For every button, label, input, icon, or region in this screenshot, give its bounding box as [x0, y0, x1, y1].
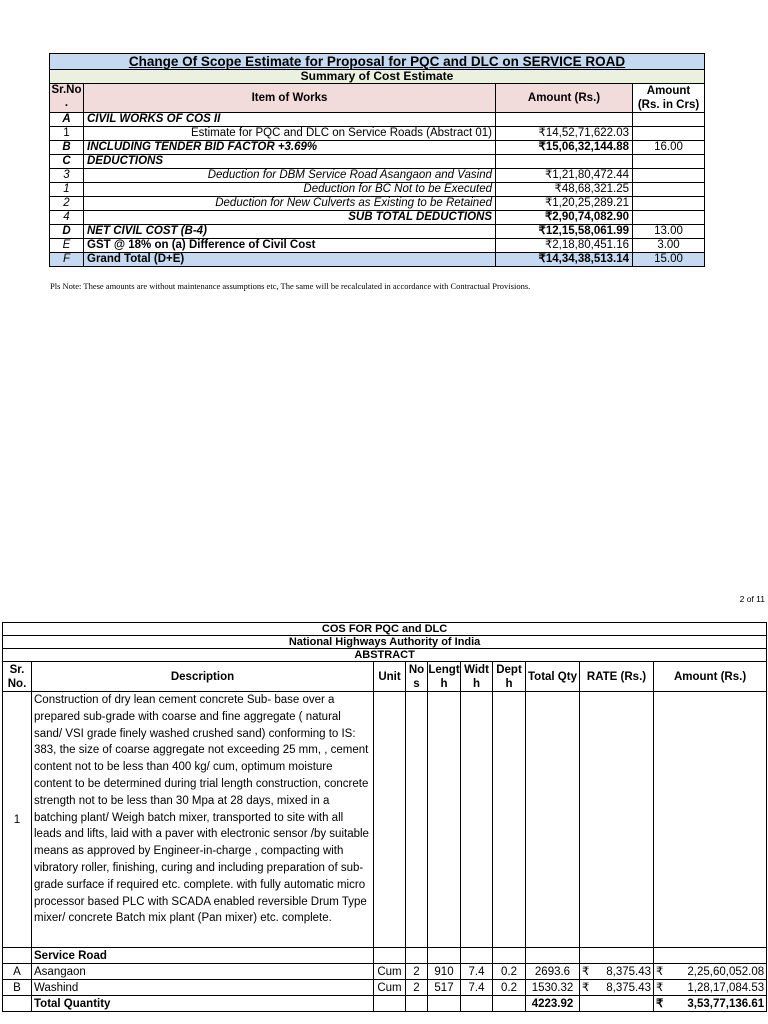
- empty-cell: [406, 692, 428, 948]
- summary-note: Pls Note: These amounts are without maintenance assumptions etc, The same will be recalculated in accordance with Contractual Provisions.: [50, 281, 531, 291]
- empty-cell: [580, 996, 654, 1012]
- rupee-symbol: ₹: [582, 981, 590, 994]
- sr-cell: 1: [50, 183, 84, 197]
- empty-cell: [526, 948, 580, 964]
- amount-cell: [496, 113, 633, 127]
- empty-cell: [654, 692, 767, 948]
- empty-cell: [374, 948, 406, 964]
- header-srno: Sr. No.: [3, 662, 32, 692]
- abstract-heading: ABSTRACT: [3, 649, 767, 662]
- amount-cell: ₹14,34,38,513.14: [496, 253, 633, 267]
- item-cell: CIVIL WORKS OF COS II: [84, 113, 496, 127]
- item-srno: 1: [3, 692, 32, 948]
- empty-cell: [3, 948, 32, 964]
- item-cell: GST @ 18% on (a) Difference of Civil Cost: [84, 239, 496, 253]
- item-description: Construction of dry lean cement concrete Sub- base over a prepared sub-grade with coarse and fine aggregate ( natural sand/ VSI grade finely washed crushed sand) conforming to IS: 383, the size of coarse aggregate not exceeding 25 mm, , cement content not to be less than 400 kg/ cum, optimum moisture content to be determined during trial length construction, concrete strength not to be less than 30 Mpa at 28 days, mixed in a batching plant/ Weigh batch mixer, transported to site with all leads and lifts, laid with a paver with electronic sensor /by suitable means as approved by Engineer-in-charge , compacting with vibratory roller, finishing, curing and including preparation of sub-grade surface if required etc. complete. with fully automatic micro processor based PLC with SCADA enabled reversible Drum Type mixer/ concrete Batch mix plant (Pan mixer) etc. complete.: [32, 692, 374, 948]
- header-length: Length: [428, 663, 460, 690]
- empty-cell: [428, 948, 461, 964]
- amount-cell: ₹1,21,80,472.44: [496, 169, 633, 183]
- amount-cell: ₹15,06,32,144.88: [496, 141, 633, 155]
- header-amount: Amount (Rs.): [654, 662, 767, 692]
- section-label: Service Road: [32, 948, 374, 964]
- row-nos: 2: [406, 980, 428, 996]
- header-rate: RATE (Rs.): [580, 662, 654, 692]
- row-description: Asangaon: [32, 964, 374, 980]
- crs-cell: [633, 169, 705, 183]
- sr-cell: C: [50, 155, 84, 169]
- empty-cell: [654, 948, 767, 964]
- rupee-symbol: ₹: [656, 981, 664, 994]
- header-depth: Depth: [493, 662, 526, 692]
- empty-cell: [428, 996, 461, 1012]
- amount-cell: ₹48,68,321.25: [496, 183, 633, 197]
- table-row: [3, 964, 767, 980]
- empty-cell: [526, 692, 580, 948]
- empty-cell: [580, 948, 654, 964]
- empty-cell: [406, 996, 428, 1012]
- row-qty: 2693.6: [526, 964, 580, 980]
- sr-cell: F: [50, 253, 84, 267]
- sr-cell: 2: [50, 197, 84, 211]
- header-unit: Unit: [374, 662, 406, 692]
- summary-row: [50, 239, 705, 253]
- summary-row: [50, 141, 705, 155]
- empty-cell: [493, 692, 526, 948]
- item-cell: Grand Total (D+E): [84, 253, 496, 267]
- total-row: [3, 996, 767, 1012]
- header-amount-crs: Amount (Rs. in Crs): [633, 84, 705, 113]
- sr-cell: D: [50, 225, 84, 239]
- empty-cell: [374, 692, 406, 948]
- amount-value: 3,53,77,136.61: [687, 997, 765, 1010]
- rupee-symbol: ₹: [656, 997, 664, 1010]
- row-nos: 2: [406, 964, 428, 980]
- amount-cell: [496, 155, 633, 169]
- summary-subtitle: Summary of Cost Estimate: [50, 70, 705, 84]
- header-item: Item of Works: [84, 84, 496, 113]
- sr-cell: E: [50, 239, 84, 253]
- summary-title: Change Of Scope Estimate for Proposal for PQC and DLC on SERVICE ROAD: [50, 54, 705, 70]
- crs-cell: 13.00: [633, 225, 705, 239]
- header-width: Width: [461, 662, 493, 692]
- crs-cell: [633, 113, 705, 127]
- total-amount: [654, 996, 767, 1012]
- summary-row: [50, 155, 705, 169]
- row-depth: 0.2: [493, 980, 526, 996]
- abstract-org: National Highways Authority of India: [3, 636, 767, 649]
- summary-row: [50, 211, 705, 225]
- crs-cell: [633, 127, 705, 141]
- sr-cell: A: [50, 113, 84, 127]
- amount-cell: ₹2,90,74,082.90: [496, 211, 633, 225]
- sr-cell: 3: [50, 169, 84, 183]
- summary-row: [50, 197, 705, 211]
- empty-cell: [406, 948, 428, 964]
- empty-cell: [493, 996, 526, 1012]
- crs-cell: 3.00: [633, 239, 705, 253]
- amount-cell: ₹14,52,71,622.03: [496, 127, 633, 141]
- page-number: 2 of 11: [739, 594, 765, 604]
- abstract-title: COS FOR PQC and DLC: [3, 623, 767, 636]
- crs-cell: 15.00: [633, 253, 705, 267]
- summary-row: [50, 127, 705, 141]
- amount-cell: ₹12,15,58,061.99: [496, 225, 633, 239]
- rate-value: 8,375.43: [606, 981, 651, 994]
- row-width: 7.4: [461, 964, 493, 980]
- rate-value: 8,375.43: [606, 965, 651, 978]
- summary-row: [50, 113, 705, 127]
- item-cell: NET CIVIL COST (B-4): [84, 225, 496, 239]
- row-width: 7.4: [461, 980, 493, 996]
- summary-row: [50, 169, 705, 183]
- crs-cell: [633, 197, 705, 211]
- header-srno: Sr.No .: [50, 84, 84, 113]
- row-rate: [580, 964, 654, 980]
- row-length: 517: [428, 980, 461, 996]
- summary-row: [50, 225, 705, 239]
- empty-cell: [580, 692, 654, 948]
- item-cell: Deduction for New Culverts as Existing to be Retained: [84, 197, 496, 211]
- item-cell: DEDUCTIONS: [84, 155, 496, 169]
- row-sr: B: [3, 980, 32, 996]
- sr-cell: 1: [50, 127, 84, 141]
- empty-cell: [493, 948, 526, 964]
- table-row: [3, 980, 767, 996]
- amount-value: 1,28,17,084.53: [687, 981, 765, 994]
- row-description: Washind: [32, 980, 374, 996]
- amount-value: 2,25,60,052.08: [687, 965, 765, 978]
- row-rate: [580, 980, 654, 996]
- summary-table: [49, 53, 705, 267]
- total-qty: 4223.92: [526, 996, 580, 1012]
- abstract-table: [2, 622, 767, 1012]
- amount-cell: ₹2,18,80,451.16: [496, 239, 633, 253]
- empty-cell: [428, 692, 461, 948]
- row-length: 910: [428, 964, 461, 980]
- crs-cell: [633, 183, 705, 197]
- amount-cell: ₹1,20,25,289.21: [496, 197, 633, 211]
- summary-row-grand-total: [50, 253, 705, 267]
- row-amount: [654, 980, 767, 996]
- item-cell: Estimate for PQC and DLC on Service Roads (Abstract 01): [84, 127, 496, 141]
- empty-cell: [461, 996, 493, 1012]
- crs-cell: 16.00: [633, 141, 705, 155]
- crs-cell: [633, 211, 705, 225]
- rupee-symbol: ₹: [582, 965, 590, 978]
- empty-cell: [461, 948, 493, 964]
- empty-cell: [374, 996, 406, 1012]
- header-total-qty: Total Qty: [526, 662, 580, 692]
- row-unit: Cum: [374, 964, 406, 980]
- sr-cell: B: [50, 141, 84, 155]
- sr-cell: 4: [50, 211, 84, 225]
- empty-cell: [3, 996, 32, 1012]
- row-depth: 0.2: [493, 964, 526, 980]
- row-amount: [654, 964, 767, 980]
- item-cell: SUB TOTAL DEDUCTIONS: [84, 211, 496, 225]
- header-amount: Amount (Rs.): [496, 84, 633, 113]
- item-cell: Deduction for BC Not to be Executed: [84, 183, 496, 197]
- empty-cell: [461, 692, 493, 948]
- crs-cell: [633, 155, 705, 169]
- row-unit: Cum: [374, 980, 406, 996]
- total-label: Total Quantity: [32, 996, 374, 1012]
- header-description: Description: [32, 662, 374, 692]
- item-cell: Deduction for DBM Service Road Asangaon and Vasind: [84, 169, 496, 183]
- summary-row: [50, 183, 705, 197]
- item-cell: INCLUDING TENDER BID FACTOR +3.69%: [84, 141, 496, 155]
- header-nos: Nos: [406, 662, 428, 692]
- row-qty: 1530.32: [526, 980, 580, 996]
- rupee-symbol: ₹: [656, 965, 664, 978]
- row-sr: A: [3, 964, 32, 980]
